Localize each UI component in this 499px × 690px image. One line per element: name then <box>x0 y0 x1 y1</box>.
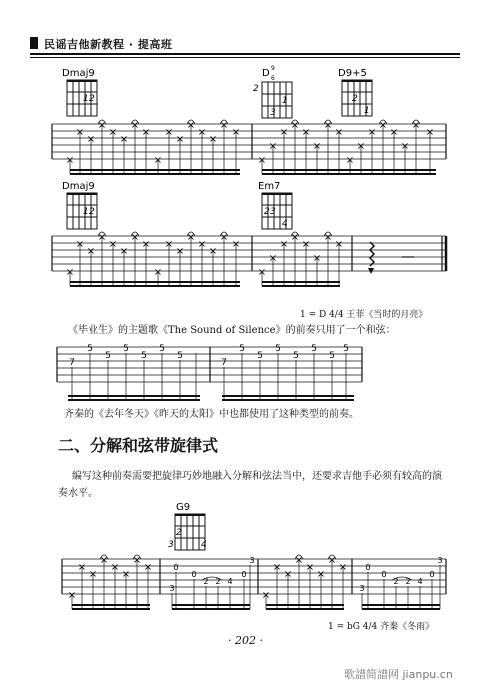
svg-text:×: × <box>272 562 282 573</box>
svg-text:×: × <box>268 253 278 264</box>
tab-number: 5 <box>141 351 147 361</box>
finger-number: 3 <box>270 207 276 217</box>
svg-text:×: × <box>312 253 322 264</box>
tab-number: 3 <box>249 556 255 565</box>
tab-number: 3 <box>359 584 365 593</box>
svg-text:×: × <box>108 239 118 250</box>
finger-number: 2 <box>352 94 358 104</box>
svg-text:×: × <box>425 127 435 138</box>
svg-text:×: × <box>97 232 107 243</box>
svg-text:×: × <box>316 569 326 580</box>
finger-number: 3 <box>270 108 276 118</box>
finger-number: 2 <box>89 94 95 104</box>
tab-number: 5 <box>239 344 245 354</box>
svg-text:×: × <box>175 134 185 145</box>
svg-text:×: × <box>257 155 267 166</box>
finger-number: 2 <box>89 207 95 217</box>
svg-text:×: × <box>301 239 311 250</box>
svg-text:×: × <box>119 246 129 257</box>
svg-text:×: × <box>88 569 98 580</box>
tab-number: 0 <box>429 570 435 579</box>
svg-text:5: 5 <box>257 351 263 361</box>
tab-number: 5 <box>87 344 93 354</box>
finger-number: 4 <box>201 540 207 550</box>
finger-number: 1 <box>364 106 370 116</box>
chord-name: D9+5 <box>338 68 367 79</box>
svg-text:×: × <box>108 127 118 138</box>
svg-text:×: × <box>301 127 311 138</box>
svg-text:×: × <box>75 239 85 250</box>
svg-text:×: × <box>153 267 163 278</box>
svg-text:×: × <box>143 562 153 573</box>
svg-text:×: × <box>75 127 85 138</box>
svg-text:5: 5 <box>329 351 335 361</box>
chord-name: D <box>262 68 270 79</box>
svg-text:×: × <box>312 141 322 152</box>
svg-text:×: × <box>121 569 131 580</box>
svg-text:×: × <box>208 246 218 257</box>
svg-text:×: × <box>294 555 304 566</box>
svg-text:×: × <box>153 155 163 166</box>
finger-number: 4 <box>282 219 288 229</box>
svg-text:×: × <box>305 562 315 573</box>
tab-number: 3 <box>437 556 443 565</box>
svg-text:×: × <box>97 120 107 131</box>
svg-text:×: × <box>132 555 142 566</box>
svg-text:×: × <box>219 120 229 131</box>
svg-text:×: × <box>378 120 388 131</box>
svg-text:×: × <box>356 141 366 152</box>
paragraph-3-line-2: 奏水平。 <box>58 488 98 499</box>
finger-number: 1 <box>282 96 288 106</box>
svg-text:×: × <box>345 155 355 166</box>
svg-text:×: × <box>186 232 196 243</box>
chord-name: Dmaj9 <box>62 68 95 79</box>
svg-text:×: × <box>67 590 77 601</box>
paragraph-3-line-1: 编写这种前奏需要把旋律巧妙地融入分解和弦法当中，还要求吉他手必须有较高的演 <box>72 471 442 482</box>
svg-text:×: × <box>86 134 96 145</box>
tab-number: 4 <box>227 577 233 586</box>
svg-text:×: × <box>99 555 109 566</box>
tab-number: 0 <box>241 570 247 579</box>
svg-text:×: × <box>290 120 300 131</box>
svg-text:×: × <box>338 562 348 573</box>
finger-number: 2 <box>176 528 182 538</box>
svg-text:×: × <box>141 127 151 138</box>
section-title: 二、分解和弦带旋律式 <box>58 436 219 455</box>
svg-text:×: × <box>197 239 207 250</box>
page-number: · 202 · <box>228 634 263 647</box>
svg-text:×: × <box>130 120 140 131</box>
tab-number: 5 <box>123 344 129 354</box>
svg-text:×: × <box>110 562 120 573</box>
finger-number: 1 <box>83 207 89 217</box>
key-signature-2: 1 = bG 4/4 齐秦《冬雨》 <box>328 622 435 632</box>
chord-name: Dmaj9 <box>62 181 95 192</box>
svg-text:×: × <box>119 134 129 145</box>
tab-number: 5 <box>159 344 165 354</box>
svg-text:×: × <box>367 127 377 138</box>
tab-number: 0 <box>365 563 371 572</box>
chord-name: G9 <box>176 502 191 513</box>
svg-text:5: 5 <box>293 351 299 361</box>
svg-text:×: × <box>334 127 344 138</box>
svg-text:×: × <box>257 267 267 278</box>
svg-text:×: × <box>208 134 218 145</box>
tab-number: 0 <box>173 563 179 572</box>
svg-text:×: × <box>141 239 151 250</box>
chord-subscript: 6 <box>271 75 275 82</box>
svg-text:×: × <box>283 569 293 580</box>
finger-number: 2 <box>253 84 259 94</box>
tab-number: 5 <box>275 344 281 354</box>
svg-text:×: × <box>279 239 289 250</box>
tab-number: 5 <box>177 351 183 361</box>
chord-diagram-g9 <box>168 514 207 550</box>
tab-number: 2 <box>215 577 221 586</box>
svg-text:×: × <box>290 232 300 243</box>
svg-text:×: × <box>231 127 241 138</box>
tab-number: 0 <box>191 570 197 579</box>
tab-number: 2 <box>393 577 399 586</box>
tab-number: 2 <box>405 577 411 586</box>
svg-text:×: × <box>327 555 337 566</box>
tab-number: 7 <box>221 358 227 368</box>
svg-text:5: 5 <box>343 344 349 354</box>
svg-text:×: × <box>268 141 278 152</box>
finger-number: 1 <box>83 94 89 104</box>
svg-text:×: × <box>197 127 207 138</box>
svg-text:×: × <box>219 232 229 243</box>
svg-text:×: × <box>323 232 333 243</box>
watermark: 歌譜简譜网 jianpu.cn <box>344 668 453 681</box>
svg-text:×: × <box>86 246 96 257</box>
tab-number: 0 <box>381 570 387 579</box>
svg-text:×: × <box>411 120 421 131</box>
svg-text:5: 5 <box>311 344 317 354</box>
svg-text:×: × <box>175 246 185 257</box>
tab-number: 2 <box>203 577 209 586</box>
finger-number: 3 <box>168 540 174 550</box>
tab-number: 5 <box>105 351 111 361</box>
svg-text:×: × <box>400 141 410 152</box>
svg-text:×: × <box>231 239 241 250</box>
svg-text:×: × <box>389 127 399 138</box>
svg-text:×: × <box>279 127 289 138</box>
chord-name: Em7 <box>258 181 281 192</box>
svg-text:×: × <box>65 267 75 278</box>
finger-number: 2 <box>264 207 270 217</box>
paragraph-2: 齐秦的《去年冬天》《昨天的太阳》中也都使用了这种类型的前奏。 <box>64 409 359 420</box>
svg-text:×: × <box>164 239 174 250</box>
svg-text:×: × <box>323 120 333 131</box>
paragraph-1: 《毕业生》的主题歌《The Sound of Silence》的前奏只用了一个和弦： <box>68 325 396 336</box>
svg-text:×: × <box>130 232 140 243</box>
tab-number: 7 <box>69 358 75 368</box>
svg-text:×: × <box>186 120 196 131</box>
header-title: 民谣吉他新教程 · 提高班 <box>44 38 173 51</box>
svg-text:×: × <box>77 562 87 573</box>
chord-superscript: 9 <box>271 65 275 72</box>
svg-text:×: × <box>334 239 344 250</box>
svg-text:×: × <box>164 127 174 138</box>
tab-number: 3 <box>169 584 175 593</box>
svg-text:×: × <box>65 155 75 166</box>
svg-text:×: × <box>261 590 271 601</box>
key-signature-1: 1 = D 4/4 王菲《当时的月亮》 <box>300 310 428 320</box>
tab-number: 4 <box>417 577 423 586</box>
